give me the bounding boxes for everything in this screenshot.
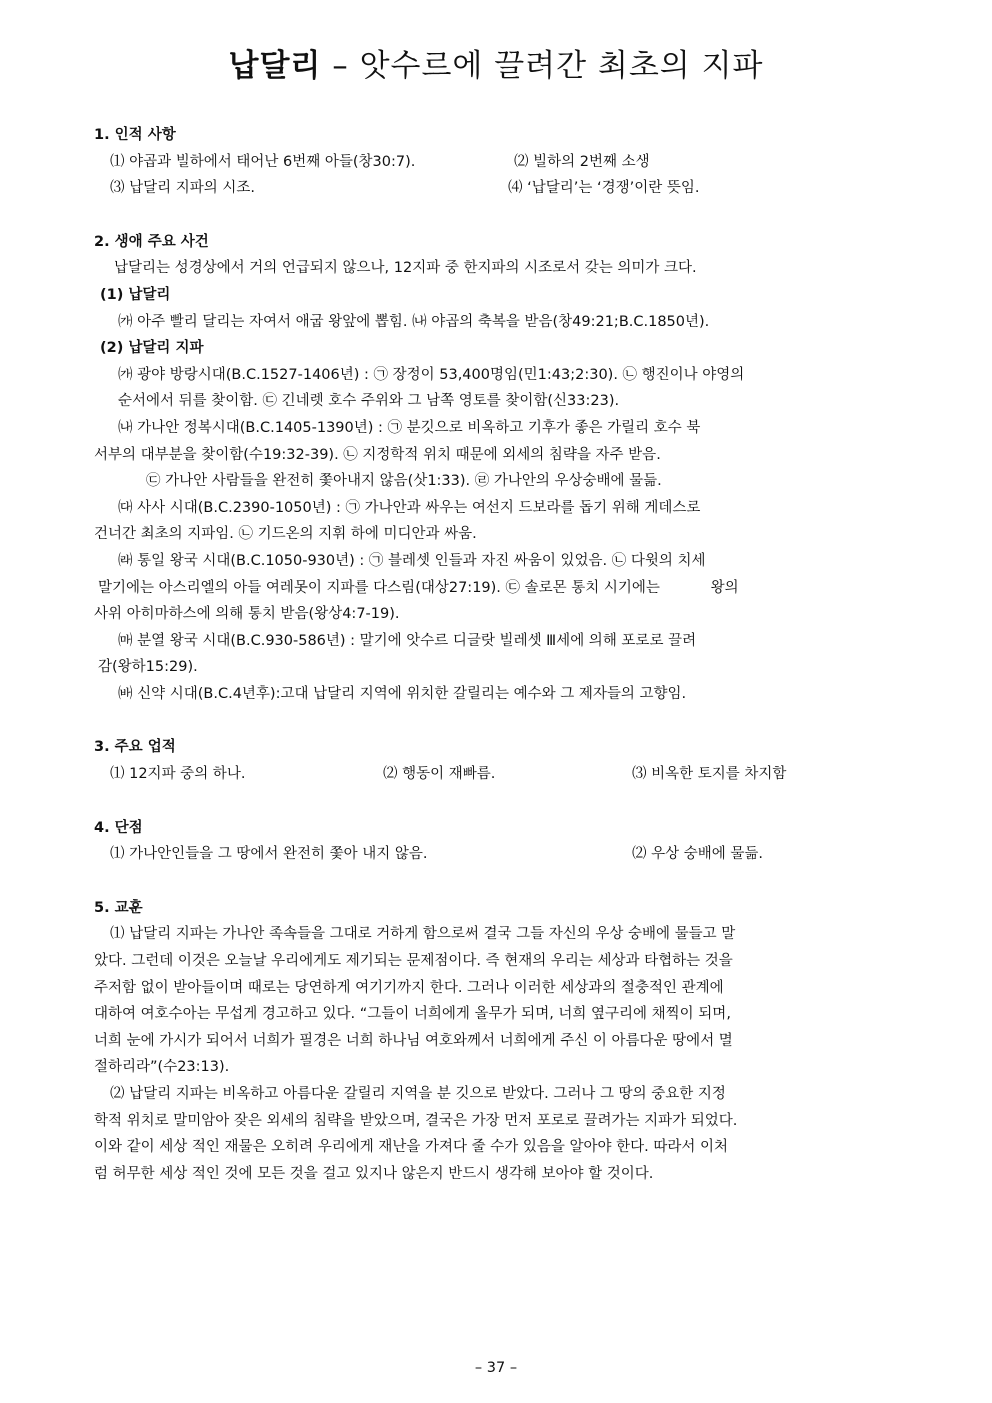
paragraph-line: ㉢ 가나안 사람들을 완전히 쫓아내지 않음(삿1:33). ㉣ 가나안의 우상숭배에 물듦.	[146, 473, 662, 490]
paragraph-line: 절하리라”(수23:13).	[94, 1059, 230, 1076]
paragraph-line: ㈑ 통일 왕국 시대(B.C.1050-930년) : ㉠ 블레셋 인들과 자진 싸움이 있었음. ㉡ 다윗의 치세	[118, 552, 706, 569]
paragraph-line: 럼 허무한 세상 적인 것에 모든 것을 걸고 있지나 않은지 반드시 생각해 보아야 할 것이다.	[94, 1165, 654, 1182]
paragraph-line: 학적 위치로 말미암아 잦은 외세의 침략을 받았으며, 결국은 가장 먼저 포로로 끌려가는 지파가 되었다.	[94, 1112, 738, 1129]
paragraph-line: ⑴ 납달리 지파는 가나안 족속들을 그대로 거하게 함으로써 결국 그들 자신의 우상 숭배에 물들고 말	[110, 926, 736, 943]
paragraph-line: ㈐ 사사 시대(B.C.2390-1050년) : ㉠ 가나안과 싸우는 여선지 드보라를 돕기 위해 게데스로	[118, 499, 701, 516]
paragraph-line: 서부의 대부분을 찾이함(수19:32-39). ㉡ 지정학적 위치 때문에 외세의 침략을 자주 받음.	[94, 446, 661, 463]
section-4-row	[94, 841, 898, 868]
paragraph-line: ㈓ 신약 시대(B.C.4년후):고대 납달리 지역에 위치한 갈릴리는 예수와 그 제자들의 고향임.	[118, 685, 687, 702]
paragraph-line: 주저함 없이 받아들이며 때로는 당연하게 여기기까지 한다. 그러나 이러한 세상과의 절충적인 관계에	[94, 979, 724, 996]
subsection-2-heading: (2) 납달리 지파	[100, 340, 204, 357]
paragraph-line: 이와 같이 세상 적인 재물은 오히려 우리에게 재난을 가져다 줄 수가 있음을 알아야 한다. 따라서 이처	[94, 1139, 729, 1156]
list-item: ⑶ 비옥한 토지를 차지함	[632, 766, 787, 783]
paragraph-line: ㈎ 광야 방랑시대(B.C.1527-1406년) : ㉠ 장정이 53,400명임(민1:43;2:30). ㉡ 행진이나 야영의	[118, 366, 745, 383]
title-rest: – 앗수르에 끌려간 최초의 지파	[321, 48, 764, 84]
section-1-row-1	[94, 149, 898, 176]
paragraph-line: 았다. 그런데 이것은 오늘날 우리에게도 제기되는 문제점이다. 즉 현재의 우리는 세상과 타협하는 것을	[94, 953, 733, 970]
paragraph-line: 건너간 최초의 지파임. ㉡ 기드온의 지휘 하에 미디안과 싸움.	[94, 526, 477, 543]
section-2-heading: 2. 생애 주요 사건	[94, 233, 209, 250]
list-item: ⑶ 납달리 지파의 시조.	[110, 180, 255, 197]
section-3-heading: 3. 주요 업적	[94, 739, 176, 756]
paragraph-line: 너희 눈에 가시가 되어서 너희가 필경은 너희 하나님 여호와께서 너희에게 주신 이 아름다운 땅에서 멸	[94, 1032, 733, 1049]
subsection-1-heading: (1) 납달리	[100, 286, 171, 303]
list-item: ⑷ ‘납달리’는 ‘경쟁’이란 뜻임.	[508, 180, 700, 197]
list-item: ⑴ 12지파 중의 하나.	[110, 766, 246, 783]
list-item: ⑵ 빌하의 2번째 소생	[514, 153, 650, 170]
paragraph: ㈎ 아주 빨리 달리는 자여서 애굽 왕앞에 뽑힘. ㈏ 야곱의 축복을 받음(창49:21;B.C.1850년).	[118, 313, 710, 330]
page-number: – 37 –	[474, 1360, 518, 1376]
list-item: ⑴ 가나안인들을 그 땅에서 완전히 쫓아 내지 않음.	[110, 846, 428, 863]
section-5-heading: 5. 교훈	[94, 899, 143, 916]
paragraph-line: 감(왕하15:29).	[98, 659, 198, 676]
list-item: ⑴ 야곱과 빌하에서 태어난 6번째 아들(창30:7).	[110, 153, 416, 170]
paragraph-line: 말기에는 아스리엘의 아들 여레못이 지파를 다스림(대상27:19). ㉢ 솔로몬 통치 시기에는 왕의	[98, 579, 739, 596]
paragraph-line: ㈒ 분열 왕국 시대(B.C.930-586년) : 말기에 앗수르 디글랏 빌레셋 Ⅲ세에 의해 포로로 끌려	[118, 632, 697, 649]
page-title	[0, 40, 992, 85]
list-item: ⑵ 행동이 재빠름.	[383, 766, 496, 783]
paragraph-line: ⑵ 납달리 지파는 비옥하고 아름다운 갈릴리 지역을 분 깃으로 받았다. 그러나 그 땅의 중요한 지정	[110, 1086, 726, 1102]
section-3-row	[94, 761, 898, 788]
section-1-row-2	[94, 175, 898, 202]
section-4-heading: 4. 단점	[94, 819, 143, 836]
title-bold: 납달리	[228, 48, 322, 84]
paragraph-line: ㈏ 가나안 정복시대(B.C.1405-1390년) : ㉠ 분깃으로 비옥하고 기후가 좋은 가릴리 호수 북	[118, 419, 701, 436]
section-1-heading: 1. 인적 사항	[94, 127, 176, 143]
list-item: ⑵ 우상 숭배에 물듦.	[632, 846, 763, 863]
section-2-intro: 납달리는 성경상에서 거의 언급되지 않으나, 12지파 중 한지파의 시조로서 갖는 의미가 크다.	[114, 260, 697, 277]
document-body	[94, 122, 898, 1187]
paragraph-line: 대하여 여호수아는 무섭게 경고하고 있다. “그들이 너희에게 올무가 되며, 너희 옆구리에 채찍이 되며,	[94, 1006, 731, 1023]
paragraph-line: 사위 아히마하스에 의해 통치 받음(왕상4:7-19).	[94, 606, 400, 623]
paragraph-line: 순서에서 뒤를 찾이함. ㉢ 긴네렛 호수 주위와 그 남쪽 영토를 찾이함(신33:23).	[118, 393, 620, 410]
